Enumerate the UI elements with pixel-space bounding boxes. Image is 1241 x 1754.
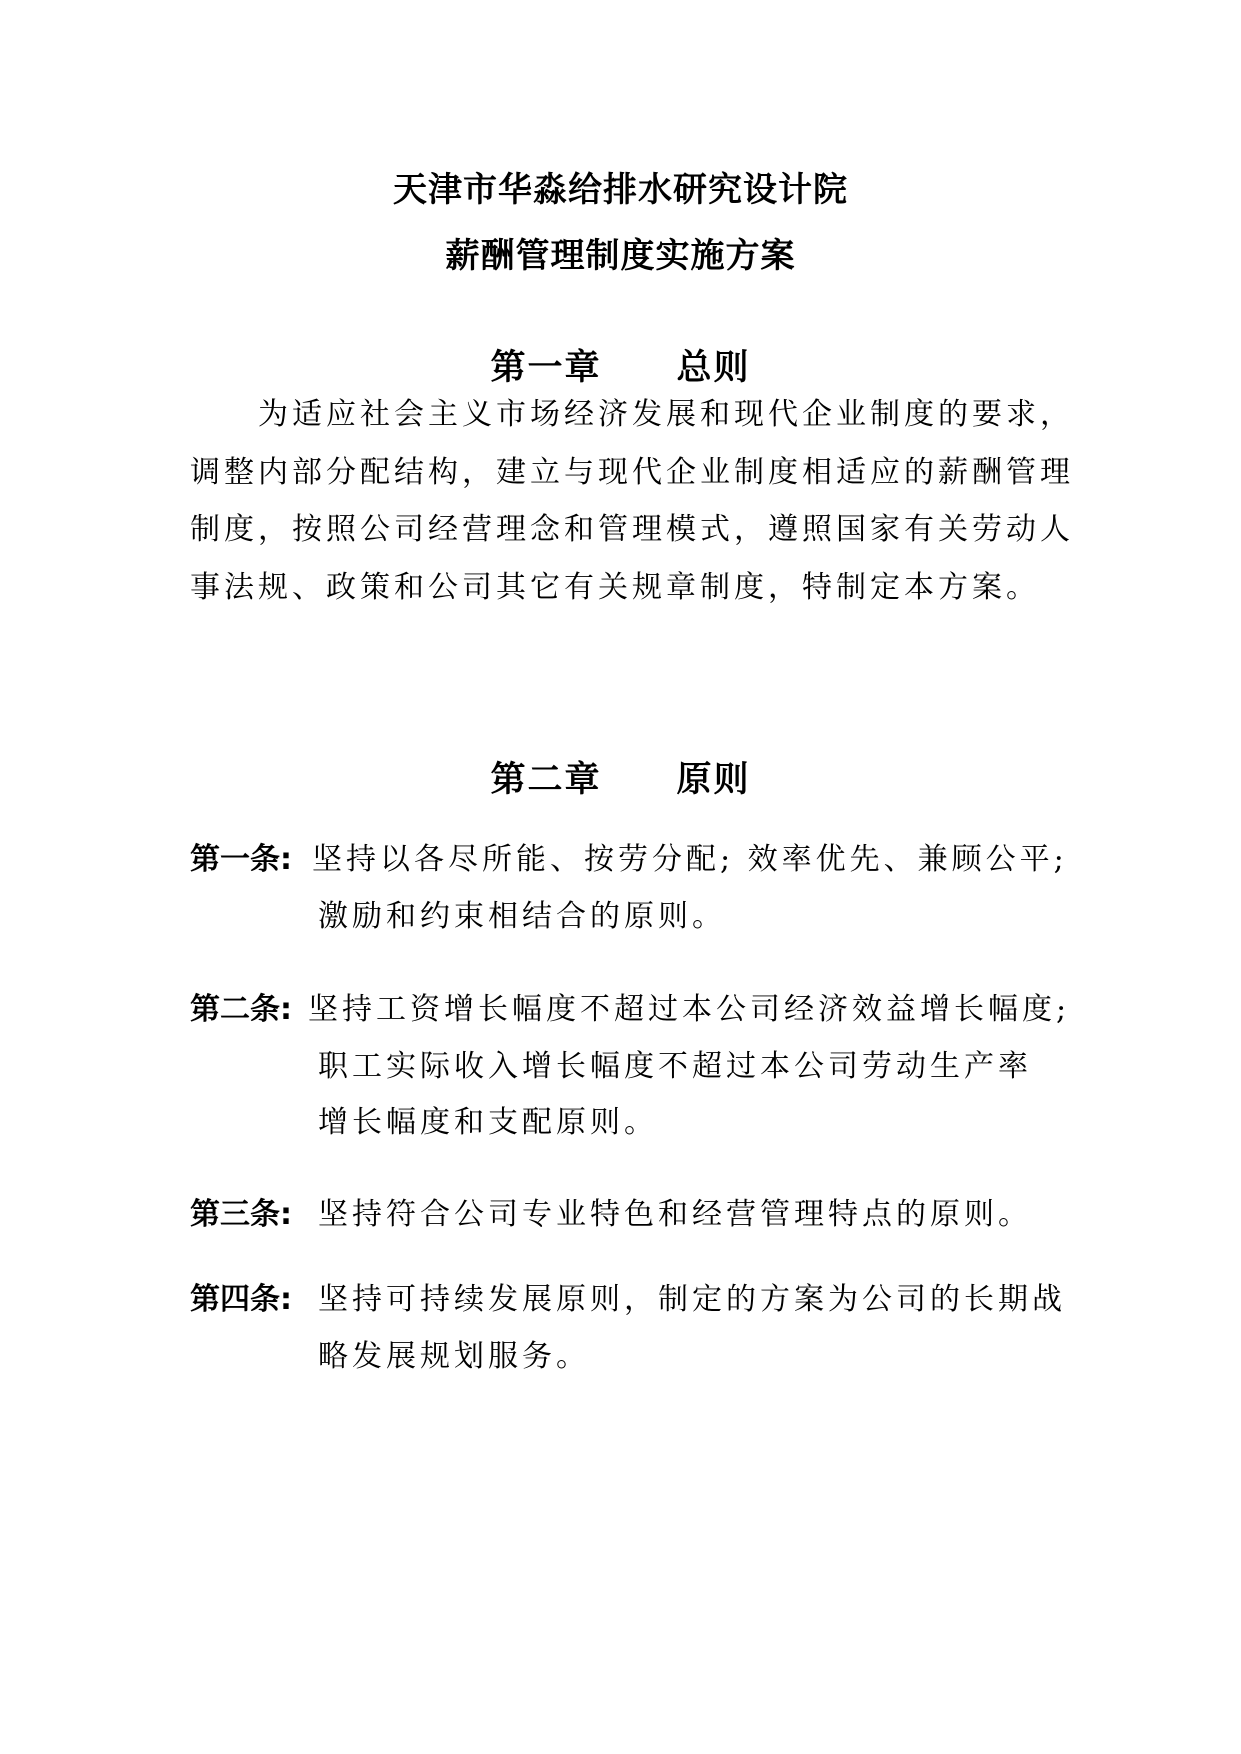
chapter2-heading (0, 752, 1241, 802)
chapter1-paragraph-line: 为适应社会主义市场经济发展和现代企业制度的要求， (258, 397, 1074, 432)
article-line: 激励和约束相结合的原则。 (318, 899, 726, 934)
document-title-line2: 薪酬管理制度实施方案 (445, 236, 796, 276)
article-line: 坚持可持续发展原则，制定的方案为公司的长期战 (318, 1282, 1066, 1317)
article-line: 职工实际收入增长幅度不超过本公司劳动生产率 (318, 1049, 1032, 1084)
chapter1-paragraph-line: 制度，按照公司经营理念和管理模式，遵照国家有关劳动人 (190, 512, 1074, 547)
document-title-line1: 天津市华淼给排水研究设计院 (393, 170, 848, 210)
chapter1-paragraph-line: 事法规、政策和公司其它有关规章制度，特制定本方案。 (190, 570, 1040, 605)
article-line: 坚持以各尽所能、按劳分配; 效率优先、兼顾公平; (312, 842, 1068, 877)
chapter1-number: 第一章 (490, 348, 602, 388)
article-line: 略发展规划服务。 (318, 1339, 590, 1374)
article-label: 第一条: (190, 842, 292, 877)
article-line: 增长幅度和支配原则。 (318, 1105, 658, 1140)
chapter1-paragraph-line: 调整内部分配结构，建立与现代企业制度相适应的薪酬管理 (190, 455, 1074, 490)
chapter1-heading (0, 340, 1241, 390)
article-line: 坚持工资增长幅度不超过本公司经济效益增长幅度; (308, 992, 1071, 1027)
article-label: 第三条: (190, 1197, 292, 1232)
article-line: 坚持符合公司专业特色和经营管理特点的原则。 (318, 1197, 1032, 1232)
article-label: 第二条: (190, 992, 292, 1027)
article-label: 第四条: (190, 1282, 292, 1317)
chapter2-name: 原则 (676, 760, 751, 800)
chapter1-name: 总则 (676, 348, 751, 388)
chapter2-number: 第二章 (490, 760, 602, 800)
